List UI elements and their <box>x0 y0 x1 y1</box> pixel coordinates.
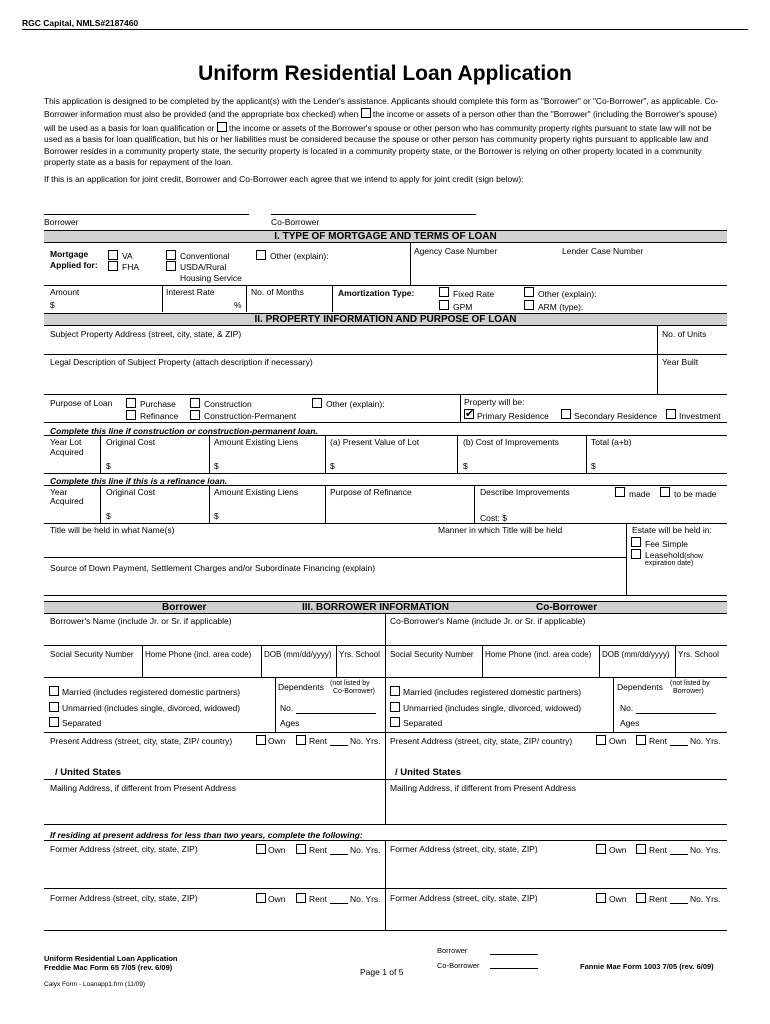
present-value-label: (a) Present Value of Lot <box>330 437 420 447</box>
year-acquired-label: Acquired <box>50 496 84 506</box>
rule <box>44 595 727 596</box>
gpm-label: GPM <box>453 302 473 312</box>
c-separated-checkbox[interactable] <box>390 717 400 727</box>
made-checkbox[interactable] <box>615 487 625 497</box>
rule <box>44 435 727 436</box>
borrower-signature-line[interactable] <box>44 214 249 215</box>
b-ssn-label: Social Security Number <box>50 650 134 659</box>
b-former2-rent-checkbox[interactable] <box>296 893 306 903</box>
c-former-own-label: Own <box>609 845 627 855</box>
amortization-label: Amortization Type: <box>338 288 415 298</box>
subject-address-label: Subject Property Address (street, city, state, & ZIP) <box>50 329 242 339</box>
c-dob-label: DOB (mm/dd/yyyy) <box>602 650 670 659</box>
to-be-made-checkbox[interactable] <box>660 487 670 497</box>
divider <box>626 523 627 595</box>
purchase-label: Purchase <box>140 399 176 409</box>
legal-desc-label: Legal Description of Subject Property (attach description if necessary) <box>50 357 313 367</box>
b-not-listed-label-2: Co-Borrower) <box>333 688 376 695</box>
b-home-phone-label: Home Phone (incl. area code) <box>145 650 252 659</box>
divider <box>100 485 101 523</box>
center-divider <box>385 840 386 930</box>
footer-form-name: Uniform Residential Loan Application <box>44 954 178 963</box>
c-yrs-school-label: Yrs. School <box>678 650 719 659</box>
divider <box>162 285 163 312</box>
joint-credit-text: If this is an application for joint credit, Borrower and Co-Borrower each agree that we intend to apply for joint credit (sign below): <box>44 174 524 184</box>
rule <box>44 779 727 780</box>
footer-coborrower-label: Co-Borrower <box>437 961 480 970</box>
primary-residence-checkbox[interactable] <box>464 409 474 419</box>
total-dollar: $ <box>591 461 596 471</box>
year-lot-label: Year Lot <box>50 437 82 447</box>
construction-perm-checkbox[interactable] <box>190 410 200 420</box>
b-no-yrs-label: No. Yrs. <box>350 736 381 746</box>
c-former-no-yrs-label: No. Yrs. <box>690 845 721 855</box>
percent-sign: % <box>234 300 242 310</box>
b-not-listed-label: (not listed by <box>330 680 370 687</box>
c-former-own-checkbox[interactable] <box>596 844 606 854</box>
fixed-rate-checkbox[interactable] <box>439 287 449 297</box>
c-married-label: Married (includes registered domestic partners) <box>403 687 582 697</box>
rule <box>44 523 727 524</box>
b-unmarried-label: Unmarried (includes single, divorced, widowed) <box>62 703 241 713</box>
b-married-checkbox[interactable] <box>49 686 59 696</box>
rule <box>44 732 727 733</box>
intro-paragraph <box>44 96 728 168</box>
b-former2-own-checkbox[interactable] <box>256 893 266 903</box>
b-separated-checkbox[interactable] <box>49 717 59 727</box>
rule <box>44 824 727 825</box>
footer-borrower-initial-line[interactable] <box>490 954 538 955</box>
divider <box>613 677 614 732</box>
footer-fannie: Fannie Mae Form 1003 7/05 (rev. 6/09) <box>580 962 714 971</box>
refinance-label: Refinance <box>140 411 179 421</box>
refinance-checkbox[interactable] <box>126 410 136 420</box>
rule <box>44 677 727 678</box>
divider <box>275 677 276 732</box>
to-be-made-label: to be made <box>674 489 717 499</box>
coborrower-name-label: Co-Borrower's Name (include Jr. or Sr. if applicable) <box>390 616 586 626</box>
purpose-label: Purpose of Loan <box>50 398 113 408</box>
primary-residence-label: Primary Residence <box>477 411 549 421</box>
amount-dollar: $ <box>50 300 55 310</box>
amort-other-label: Other (explain): <box>538 289 597 299</box>
rule <box>296 713 376 714</box>
usda-label: USDA/Rural <box>180 262 227 272</box>
b-former-own-label: Own <box>268 845 286 855</box>
expiration-date-label: expiration date) <box>645 560 694 567</box>
divider <box>657 354 658 394</box>
total-label: Total (a+b) <box>591 437 632 447</box>
b-country: / United States <box>55 767 121 778</box>
existing-liens-label: Amount Existing Liens <box>214 437 299 447</box>
fee-simple-checkbox[interactable] <box>631 537 641 547</box>
b-former-address-label: Former Address (street, city, state, ZIP) <box>50 844 198 854</box>
applied-for-label: Applied for: <box>50 260 98 270</box>
made-label: made <box>629 489 651 499</box>
cost-improvements-label: (b) Cost of Improvements <box>463 437 559 447</box>
year-lot-acquired-label: Acquired <box>50 447 84 457</box>
c-ssn-label: Social Security Number <box>390 650 474 659</box>
rule <box>44 557 626 558</box>
mortgage-label: Mortgage <box>50 249 89 259</box>
c-former-rent-checkbox[interactable] <box>636 844 646 854</box>
purpose-refi-label: Purpose of Refinance <box>330 487 412 497</box>
divider <box>261 645 262 677</box>
months-label: No. of Months <box>251 287 304 297</box>
b-former2-rent-label: Rent <box>309 894 327 904</box>
c-former-address-label: Former Address (street, city, state, ZIP) <box>390 844 538 854</box>
c-unmarried-label: Unmarried (includes single, divorced, widowed) <box>403 703 582 713</box>
footer-page: Page 1 of 5 <box>360 967 404 977</box>
fixed-rate-label: Fixed Rate <box>453 289 495 299</box>
intro-text-c: the income or assets of the Borrower's spouse or other person who has community property rights pursuant to state law will not be used as a basis for loan qualification, but his or her liabilities must be considered because the spouse or other person has community property rights pursuant to applicable law and Borrower resides in a community property state, the security property is located in a community property state, or the Borrower is relying on other property located in a community property state as a basis for repayment of the loan. <box>44 122 712 168</box>
divider <box>657 326 658 354</box>
b-rent-label: Rent <box>309 736 327 746</box>
year-built-label: Year Built <box>662 357 699 367</box>
divider <box>325 485 326 523</box>
divider <box>332 285 333 312</box>
b-former2-own-label: Own <box>268 894 286 904</box>
rule <box>44 930 727 931</box>
estate-label: Estate will be held in: <box>632 525 712 535</box>
cost-label: Cost: $ <box>480 513 507 523</box>
b-former-rent-checkbox[interactable] <box>296 844 306 854</box>
b-own-label: Own <box>268 736 286 746</box>
divider <box>142 645 143 677</box>
divider <box>457 435 458 473</box>
header-rule <box>22 29 748 30</box>
footer-coborrower-initial-line[interactable] <box>490 968 538 969</box>
divider <box>599 645 600 677</box>
present-value-dollar: $ <box>330 461 335 471</box>
rule <box>44 394 727 395</box>
c-married-checkbox[interactable] <box>390 686 400 696</box>
rule <box>44 485 727 486</box>
lender-case-label: Lender Case Number <box>562 246 644 256</box>
gpm-checkbox[interactable] <box>439 300 449 310</box>
fha-label: FHA <box>122 262 139 272</box>
manner-label: Manner in which Title will be held <box>438 525 563 535</box>
c-rent-checkbox[interactable] <box>636 735 646 745</box>
refi-original-cost-label: Original Cost <box>106 487 156 497</box>
former-note: If residing at present address for less than two years, complete the following: <box>50 830 363 840</box>
c-former2-rent-checkbox[interactable] <box>636 893 646 903</box>
year-label: Year <box>50 487 68 497</box>
divider <box>482 645 483 677</box>
rule <box>636 713 716 714</box>
sig-coborrower-label: Co-Borrower <box>271 217 320 227</box>
b-former2-no-yrs-label: No. Yrs. <box>350 894 381 904</box>
rule <box>44 888 727 889</box>
c-dependents-no-label: No. <box>620 703 634 713</box>
cost-improvements-dollar: $ <box>463 461 468 471</box>
source-down-label: Source of Down Payment, Settlement Charges and/or Subordinate Financing (explain) <box>50 563 376 573</box>
c-unmarried-checkbox[interactable] <box>390 702 400 712</box>
b-former-rent-label: Rent <box>309 845 327 855</box>
purchase-checkbox[interactable] <box>126 398 136 408</box>
b-present-address-label: Present Address (street, city, state, ZIP/ country) <box>50 736 233 746</box>
section2-title: II. PROPERTY INFORMATION AND PURPOSE OF LOAN <box>44 313 727 326</box>
coborrower-income-checkbox[interactable] <box>361 108 371 118</box>
purpose-other-label: Other (explain): <box>326 399 385 409</box>
b-ages-label: Ages <box>280 718 300 728</box>
secondary-residence-label: Secondary Residence <box>574 411 658 421</box>
b-mailing-label: Mailing Address, if different from Present Address <box>50 783 236 793</box>
rule <box>670 854 688 855</box>
c-country: / United States <box>395 767 461 778</box>
fee-simple-label: Fee Simple <box>645 539 688 549</box>
conventional-label: Conventional <box>180 251 230 261</box>
construction-perm-label: Construction-Permanent <box>204 411 297 421</box>
fha-checkbox[interactable] <box>108 261 118 271</box>
rule <box>44 645 727 646</box>
c-dependents-label: Dependents <box>617 682 663 692</box>
c-not-listed-label: (not listed by <box>670 680 710 687</box>
amort-other-checkbox[interactable] <box>524 287 534 297</box>
borrower-name-label: Borrower's Name (include Jr. or Sr. if applicable) <box>50 616 232 626</box>
amount-label: Amount <box>50 287 80 297</box>
c-no-yrs-label: No. Yrs. <box>690 736 721 746</box>
footer-borrower-label: Borrower <box>437 946 468 955</box>
arm-label: ARM (type): <box>538 302 584 312</box>
c-former2-own-checkbox[interactable] <box>596 893 606 903</box>
property-will-be-label: Property will be: <box>464 397 525 407</box>
coborrower-signature-line[interactable] <box>271 214 476 215</box>
rule <box>670 745 688 746</box>
c-former2-own-label: Own <box>609 894 627 904</box>
b-former-address-2-label: Former Address (street, city, state, ZIP) <box>50 893 198 903</box>
intro-text-b: the income or assets of a person other than the "Borrower" (including the Borrower's spouse) will be used as a basis for loan qualification or <box>44 109 718 133</box>
va-label: VA <box>122 251 133 261</box>
refi-existing-liens-label: Amount Existing Liens <box>214 487 299 497</box>
b-former-own-checkbox[interactable] <box>256 844 266 854</box>
divider <box>586 435 587 473</box>
divider <box>209 435 210 473</box>
refi-existing-liens-dollar: $ <box>214 511 219 521</box>
interest-rate-label: Interest Rate <box>166 287 215 297</box>
construction-label: Construction <box>204 399 252 409</box>
b-separated-label: Separated <box>62 718 102 728</box>
b-former-no-yrs-label: No. Yrs. <box>350 845 381 855</box>
original-cost-label: Original Cost <box>106 437 156 447</box>
c-separated-label: Separated <box>403 718 443 728</box>
b-unmarried-checkbox[interactable] <box>49 702 59 712</box>
c-not-listed-label-2: Borrower) <box>673 688 704 695</box>
housing-label: Housing Service <box>180 273 242 283</box>
mortgage-other-label: Other (explain): <box>270 251 329 261</box>
b-own-checkbox[interactable] <box>256 735 266 745</box>
c-former-address-2-label: Former Address (street, city, state, ZIP) <box>390 893 538 903</box>
c-own-label: Own <box>609 736 627 746</box>
spouse-community-checkbox[interactable] <box>217 122 227 132</box>
divider <box>100 435 101 473</box>
construction-checkbox[interactable] <box>190 398 200 408</box>
arm-checkbox[interactable] <box>524 300 534 310</box>
c-ages-label: Ages <box>620 718 640 728</box>
va-checkbox[interactable] <box>108 250 118 260</box>
b-married-label: Married (includes registered domestic partners) <box>62 687 241 697</box>
footer-calyx: Calyx Form - Loanapp1.frm (11/09) <box>44 981 146 988</box>
construction-note: Complete this line if construction or construction-permanent loan. <box>50 426 318 436</box>
divider <box>325 435 326 473</box>
c-former-rent-label: Rent <box>649 845 667 855</box>
c-former2-rent-label: Rent <box>649 894 667 904</box>
rule <box>330 745 348 746</box>
mortgage-other-checkbox[interactable] <box>256 250 266 260</box>
lender-header: RGC Capital, NMLS#2187460 <box>22 18 139 28</box>
investment-checkbox[interactable] <box>666 409 676 419</box>
secondary-residence-checkbox[interactable] <box>561 409 571 419</box>
leasehold-text: Leasehold <box>645 550 685 560</box>
rule <box>44 473 727 474</box>
b-dependents-label: Dependents <box>278 682 324 692</box>
leasehold-label <box>645 550 703 560</box>
divider <box>336 645 337 677</box>
agency-case-label: Agency Case Number <box>414 246 498 256</box>
section1-title: I. TYPE OF MORTGAGE AND TERMS OF LOAN <box>44 230 727 243</box>
c-former2-no-yrs-label: No. Yrs. <box>690 894 721 904</box>
divider <box>675 645 676 677</box>
section3-coborrower: Co-Borrower <box>536 602 598 613</box>
divider <box>460 394 461 422</box>
show-text: (show <box>684 553 703 560</box>
b-yrs-school-label: Yrs. School <box>339 650 380 659</box>
b-dependents-no-label: No. <box>280 703 294 713</box>
c-present-address-label: Present Address (street, city, state, ZIP/ country) <box>390 736 573 746</box>
investment-label: Investment <box>679 411 721 421</box>
rule <box>44 285 727 286</box>
refinance-note: Complete this line if this is a refinance loan. <box>50 476 228 486</box>
section3-title: III. BORROWER INFORMATION <box>302 602 450 613</box>
section3-bar <box>44 601 727 614</box>
rule <box>330 854 348 855</box>
purpose-other-checkbox[interactable] <box>312 398 322 408</box>
section3-borrower: Borrower <box>162 602 207 613</box>
units-label: No. of Units <box>662 329 707 339</box>
divider <box>246 285 247 312</box>
b-rent-checkbox[interactable] <box>296 735 306 745</box>
usda-checkbox[interactable] <box>166 261 176 271</box>
footer-freddie: Freddie Mac Form 65 7/05 (rev. 6/09) <box>44 963 173 972</box>
rule <box>44 354 727 355</box>
title-names-label: Title will be held in what Name(s) <box>50 525 175 535</box>
refi-original-cost-dollar: $ <box>106 511 111 521</box>
c-own-checkbox[interactable] <box>596 735 606 745</box>
original-cost-dollar: $ <box>106 461 111 471</box>
page-title: Uniform Residential Loan Application <box>198 62 572 85</box>
rule <box>670 903 688 904</box>
rule <box>44 422 727 423</box>
rule <box>330 903 348 904</box>
c-rent-label: Rent <box>649 736 667 746</box>
divider <box>474 485 475 523</box>
conventional-checkbox[interactable] <box>166 250 176 260</box>
b-dob-label: DOB (mm/dd/yyyy) <box>264 650 332 659</box>
describe-improvements-label: Describe Improvements <box>480 487 570 497</box>
intro-text-a: This application is designed to be completed by the applicant(s) with the Lender's assistance. Applicants should complete this form as "Borrower" or "Co-Borrower", as applicable. Co-Borrower information must also be provided (and the appropriate box checked) when <box>44 96 719 120</box>
divider <box>410 243 411 285</box>
divider <box>209 485 210 523</box>
c-mailing-label: Mailing Address, if different from Present Address <box>390 783 576 793</box>
sig-borrower-label: Borrower <box>44 217 79 227</box>
leasehold-checkbox[interactable] <box>631 549 641 559</box>
existing-liens-dollar: $ <box>214 461 219 471</box>
c-home-phone-label: Home Phone (incl. area code) <box>485 650 592 659</box>
